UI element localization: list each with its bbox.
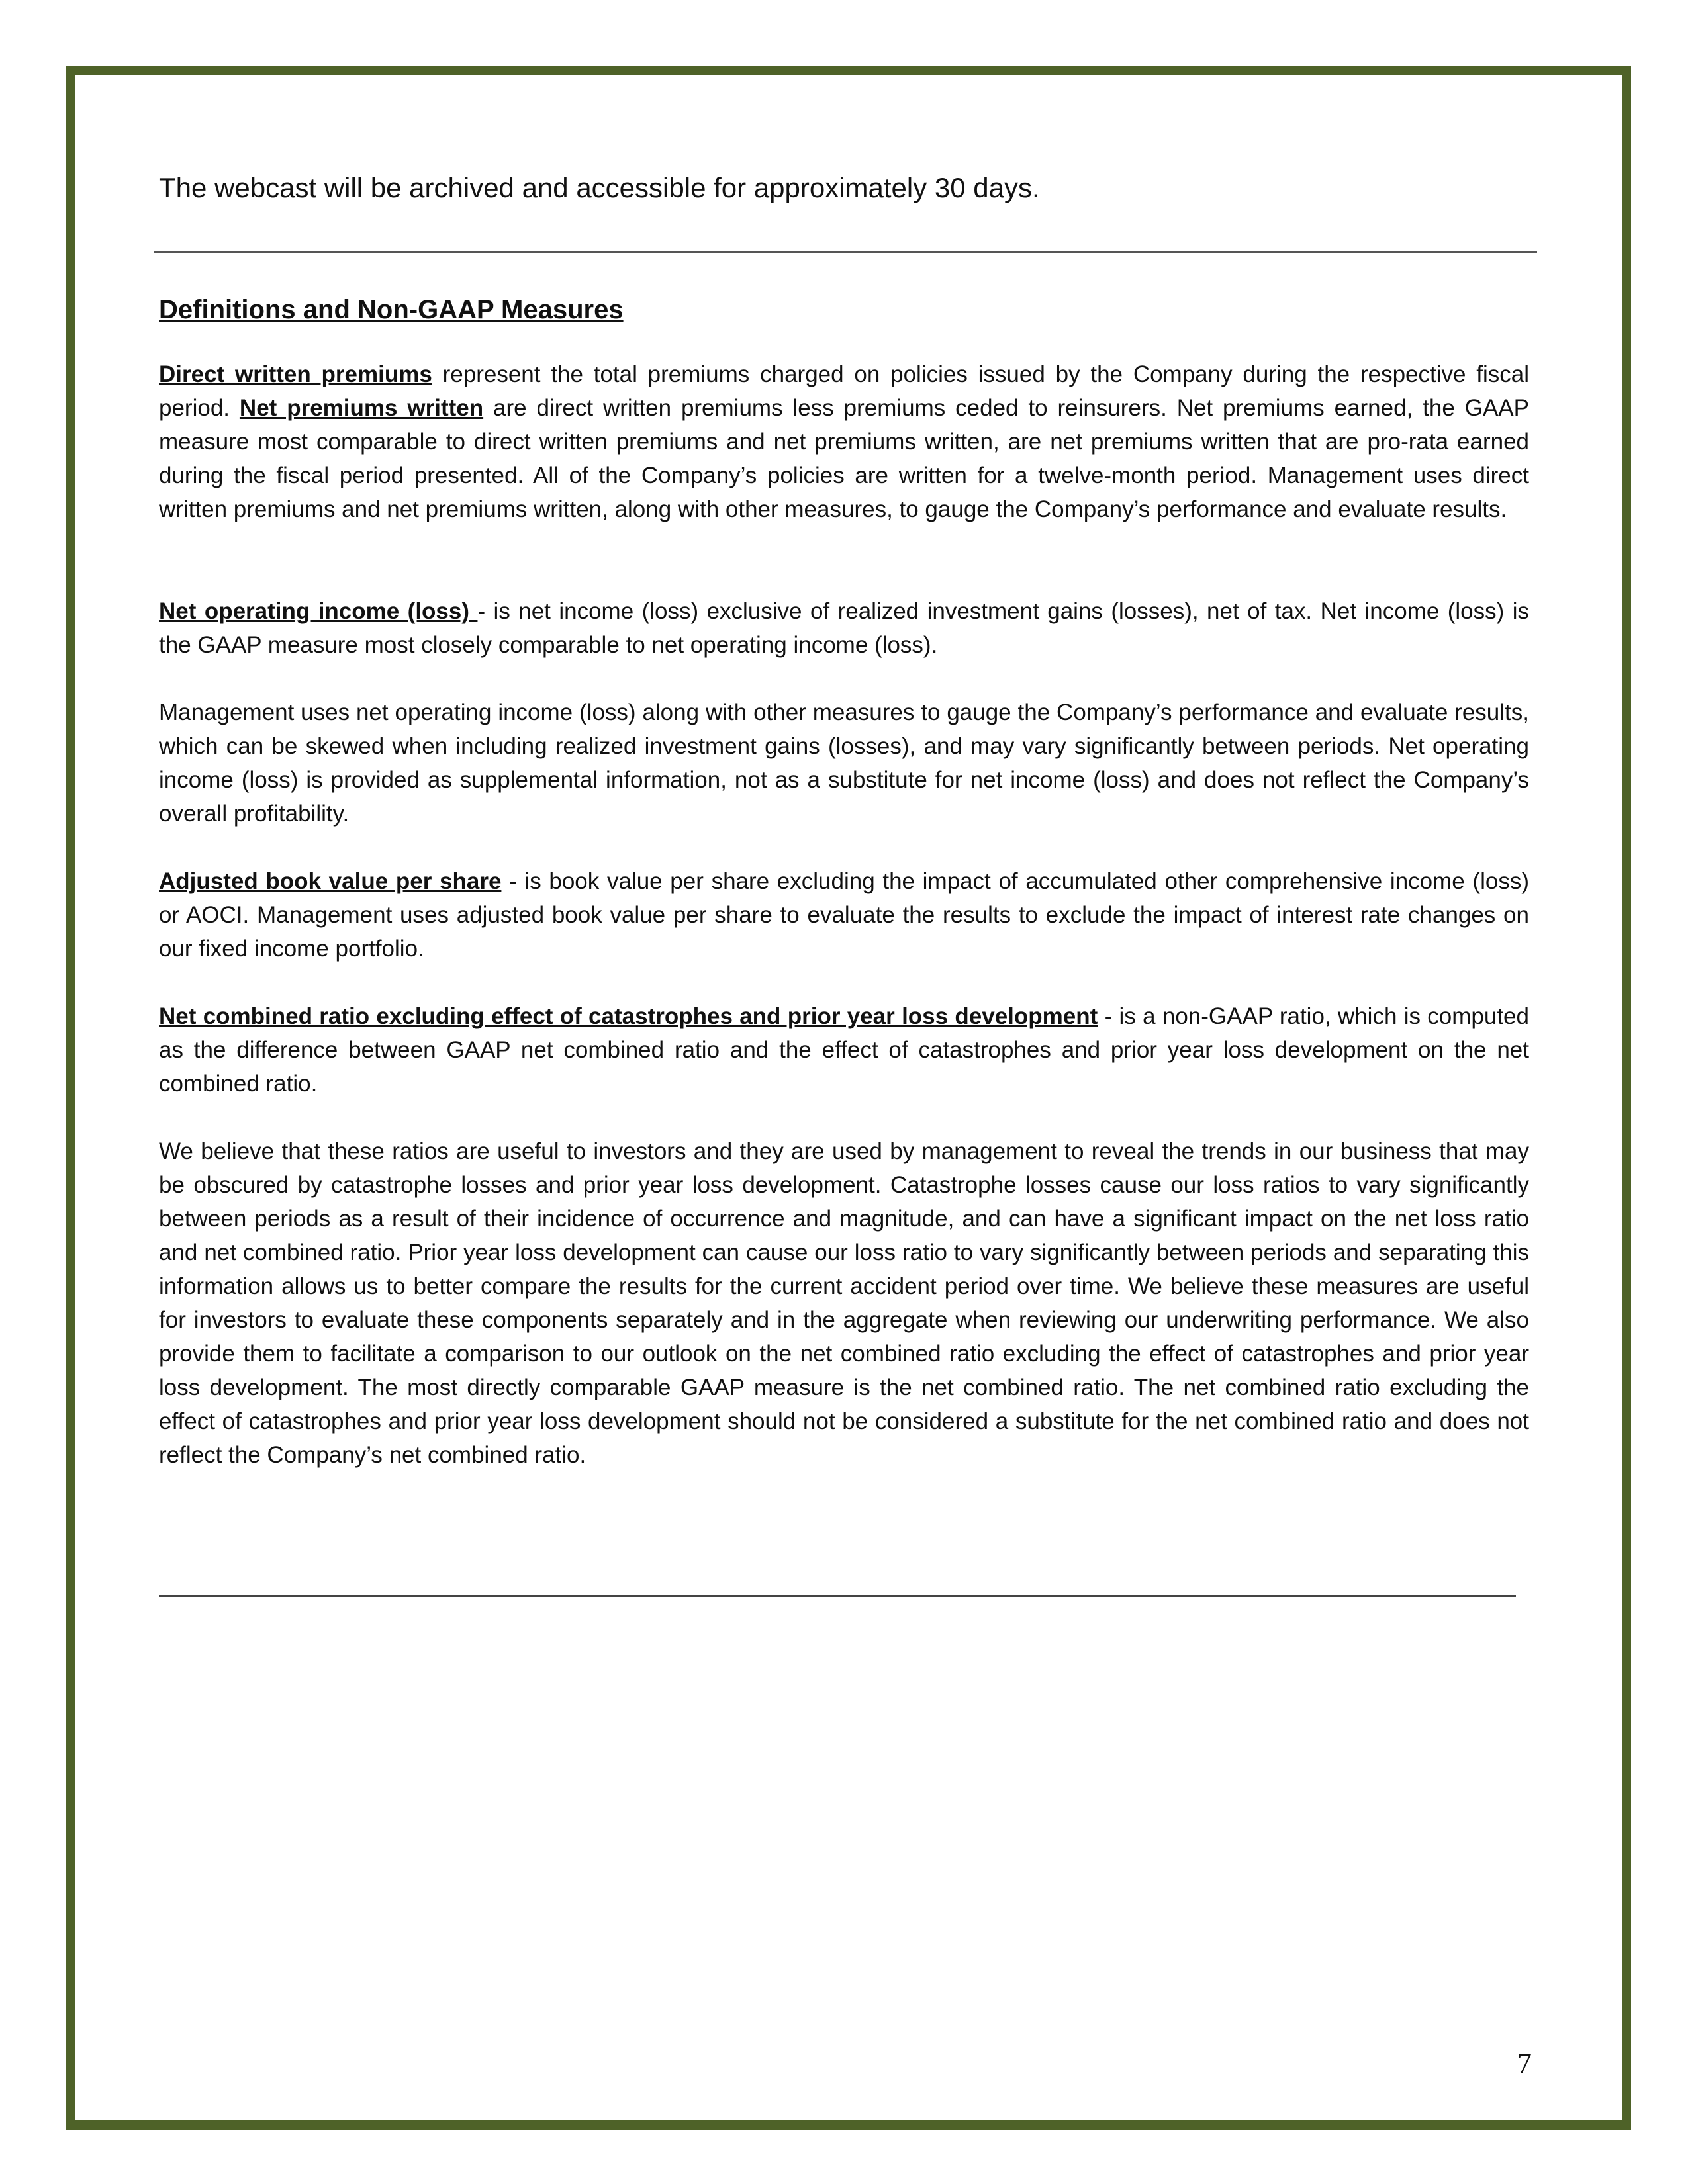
section-divider xyxy=(154,251,1537,253)
page-number: 7 xyxy=(1517,2047,1532,2079)
webcast-archive-note: The webcast will be archived and accessible for approximately 30 days. xyxy=(159,172,1040,203)
net-operating-income-text: - is net income (loss) exclusive of realized investment gains (losses), net of tax. Net income (loss) is the GAAP measure most closely comparable to net operating income (loss). xyxy=(159,598,1529,658)
intro-block xyxy=(159,169,1529,207)
section-title: Definitions and Non-GAAP Measures xyxy=(159,295,624,324)
net-premiums-written-text: are direct written premiums less premiums ceded to reinsurers. Net premiums earned, the GAAP measure most comparable to direct written premiums and net premiums written, are net premiums written that are pro-rata earned during the fiscal period presented. All of the Company’s policies are written for a twelve-month period. Management uses direct written premiums and net premiums written, along with other measures, to gauge the Company’s performance and evaluate results. xyxy=(159,395,1529,522)
net-premiums-written-term: Net premiums written xyxy=(239,395,484,421)
direct-written-premiums-paragraph xyxy=(159,357,1529,526)
net-operating-income-term: Net operating income (loss) xyxy=(159,598,478,624)
direct-written-premiums-text: represent the total premiums charged on policies issued by the Company during the respective fiscal period. xyxy=(159,361,1529,421)
net-operating-income-paragraph xyxy=(159,594,1529,662)
net-combined-ratio-text: - is a non-GAAP ratio, which is computed as the difference between GAAP net combined ratio and the effect of catastrophes and prior year loss development on the net combined ratio. xyxy=(159,1003,1529,1097)
bottom-divider xyxy=(159,1595,1516,1597)
adjusted-book-value-paragraph xyxy=(159,864,1529,966)
ratios-usefulness-paragraph: We believe that these ratios are useful to investors and they are used by management to reveal the trends in our business that may be obscured by catastrophe losses and prior year loss development. Catastrophe losses cause our loss ratios to vary significantly between periods as a result of their incidence of occurrence and magnitude, and can have a significant impact on the net loss ratio and net combined ratio. Prior year loss development can cause our loss ratio to vary significantly between periods and separating this information allows us to better compare the results for the current accident period over time. We believe these measures are useful for investors to evaluate these components separately and in the aggregate when reviewing our underwriting performance. We also provide them to facilitate a comparison to our outlook on the net combined ratio excluding the effect of catastrophes and prior year loss development. The most directly comparable GAAP measure is the net combined ratio. The net combined ratio excluding the effect of catastrophes and prior year loss development should not be considered a substitute for the net combined ratio and does not reflect the Company’s net combined ratio. xyxy=(159,1138,1529,1468)
net-combined-ratio-term: Net combined ratio excluding effect of catastrophes and prior year loss development xyxy=(159,1003,1098,1029)
adjusted-book-value-text: - is book value per share excluding the impact of accumulated other comprehensive income (loss) or AOCI. Management uses adjusted book value per share to evaluate the results to exclude the impact of interest rate changes on our fixed income portfolio. xyxy=(159,868,1529,962)
management-noi-paragraph: Management uses net operating income (loss) along with other measures to gauge the Company’s performance and evaluate results, which can be skewed when including realized investment gains (losses), and may vary significantly between periods. Net operating income (loss) is provided as supplemental information, not as a substitute for net income (loss) and does not reflect the Company’s overall profitability. xyxy=(159,700,1529,827)
direct-written-premiums-term: Direct written premiums xyxy=(159,361,432,387)
adjusted-book-value-term: Adjusted book value per share xyxy=(159,868,502,894)
net-combined-ratio-paragraph xyxy=(159,999,1529,1101)
